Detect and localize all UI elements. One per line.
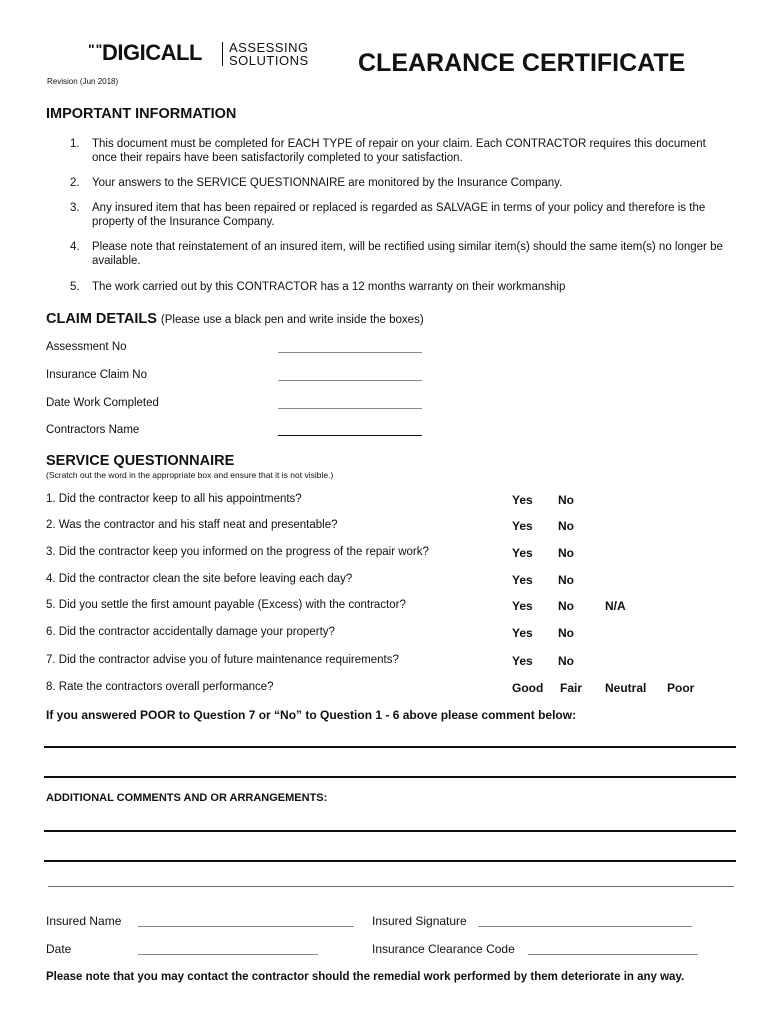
insured-signature-label: Insured Signature — [372, 914, 467, 928]
logo-dots: "" — [88, 41, 104, 57]
date-label: Date — [46, 942, 72, 956]
q4-option-no[interactable]: No — [558, 573, 574, 587]
question-5: 5. Did you settle the first amount payable (Excess) with the contractor? — [46, 599, 406, 611]
contractor-name-label: Contractors Name — [46, 424, 140, 436]
question-2: 2. Was the contractor and his staff neat and presentable? — [46, 519, 338, 531]
comment-line-1[interactable] — [44, 746, 736, 748]
assessment-no-field[interactable] — [278, 352, 422, 353]
additional-comments-heading: ADDITIONAL COMMENTS AND OR ARRANGEMENTS: — [46, 792, 328, 804]
date-field[interactable] — [138, 954, 318, 955]
q7-option-no[interactable]: No — [558, 654, 574, 668]
info-item-number: 5. — [70, 281, 80, 293]
date-completed-label: Date Work Completed — [46, 397, 159, 409]
additional-line-2[interactable] — [44, 860, 736, 862]
insured-name-label: Insured Name — [46, 914, 122, 928]
clearance-code-field[interactable] — [528, 954, 698, 955]
q1-option-no[interactable]: No — [558, 493, 574, 507]
claim-no-label: Insurance Claim No — [46, 369, 147, 381]
question-6: 6. Did the contractor accidentally damage your property? — [46, 626, 335, 638]
questionnaire-heading: SERVICE QUESTIONNAIRE — [46, 453, 235, 469]
q8-option-neutral[interactable]: Neutral — [605, 681, 647, 695]
info-item-text: Any insured item that has been repaired or replaced is regarded as SALVAGE in terms of your policy and therefore is the property of the Insurance Company. — [92, 202, 706, 228]
q3-option-yes[interactable]: Yes — [512, 546, 533, 560]
clearance-code-label: Insurance Clearance Code — [372, 942, 515, 956]
info-item-number: 3. — [70, 202, 80, 214]
question-7: 7. Did the contractor advise you of future maintenance requirements? — [46, 654, 399, 666]
contractor-name-field[interactable] — [278, 435, 422, 436]
q1-option-yes[interactable]: Yes — [512, 493, 533, 507]
logo-divider — [222, 42, 223, 66]
claim-heading-note: (Please use a black pen and write inside the boxes) — [160, 314, 424, 326]
info-item-text: The work carried out by this CONTRACTOR has a 12 months warranty on their workmanship — [92, 281, 566, 293]
insured-name-field[interactable] — [138, 926, 354, 927]
q6-option-no[interactable]: No — [558, 626, 574, 640]
q4-option-yes[interactable]: Yes — [512, 573, 533, 587]
q5-option-yes[interactable]: Yes — [512, 599, 533, 613]
q2-option-yes[interactable]: Yes — [512, 519, 533, 533]
assessment-no-label: Assessment No — [46, 341, 127, 353]
logo-line-1: ASSESSING — [229, 40, 309, 55]
logo-brand: DIGICALL — [102, 40, 202, 65]
q3-option-no[interactable]: No — [558, 546, 574, 560]
q2-option-no[interactable]: No — [558, 519, 574, 533]
info-item-number: 2. — [70, 177, 80, 189]
question-1: 1. Did the contractor keep to all his appointments? — [46, 493, 302, 505]
info-item-number: 1. — [70, 138, 80, 150]
q8-option-poor[interactable]: Poor — [667, 681, 695, 695]
questionnaire-subnote: (Scratch out the word in the appropriate box and ensure that it is not visible.) — [46, 470, 334, 480]
q5-option-na[interactable]: N/A — [605, 599, 626, 613]
q8-option-good[interactable]: Good — [512, 681, 544, 695]
comment-line-2[interactable] — [44, 776, 736, 778]
question-8: 8. Rate the contractors overall performance? — [46, 681, 274, 693]
date-completed-field[interactable] — [278, 408, 422, 409]
info-item-text: Your answers to the SERVICE QUESTIONNAIRE are monitored by the Insurance Company. — [92, 177, 563, 189]
claim-heading-text: CLAIM DETAILS — [46, 311, 157, 327]
info-item-text: Please note that reinstatement of an insured item, will be rectified using similar item(s) should the same item(s) no longer be available. — [92, 241, 723, 267]
info-item-number: 4. — [70, 241, 80, 253]
document-title: CLEARANCE CERTIFICATE — [358, 49, 686, 77]
info-item-text: This document must be completed for EACH TYPE of repair on your claim. Each CONTRACTOR requires this document once their repairs have been satisfactorily completed to your satisfaction. — [92, 138, 706, 164]
question-3: 3. Did the contractor keep you informed on the progress of the repair work? — [46, 546, 429, 558]
question-4: 4. Did the contractor clean the site before leaving each day? — [46, 573, 353, 585]
q7-option-yes[interactable]: Yes — [512, 654, 533, 668]
revision-label: Revision (Jun 2018) — [47, 77, 119, 86]
q8-option-fair[interactable]: Fair — [560, 681, 583, 695]
claim-details-heading — [46, 311, 424, 327]
logo-line-2: SOLUTIONS — [229, 53, 309, 68]
important-heading: IMPORTANT INFORMATION — [46, 106, 237, 122]
comment-prompt: If you answered POOR to Question 7 or “No” to Question 1 - 6 above please comment below: — [46, 708, 577, 722]
insured-signature-field[interactable] — [478, 926, 692, 927]
additional-line-1[interactable] — [44, 830, 736, 832]
additional-line-3[interactable] — [48, 886, 734, 887]
q6-option-yes[interactable]: Yes — [512, 626, 533, 640]
footer-note: Please note that you may contact the contractor should the remedial work performed by them deteriorate in any way. — [46, 971, 685, 983]
q5-option-no[interactable]: No — [558, 599, 574, 613]
claim-no-field[interactable] — [278, 380, 422, 381]
